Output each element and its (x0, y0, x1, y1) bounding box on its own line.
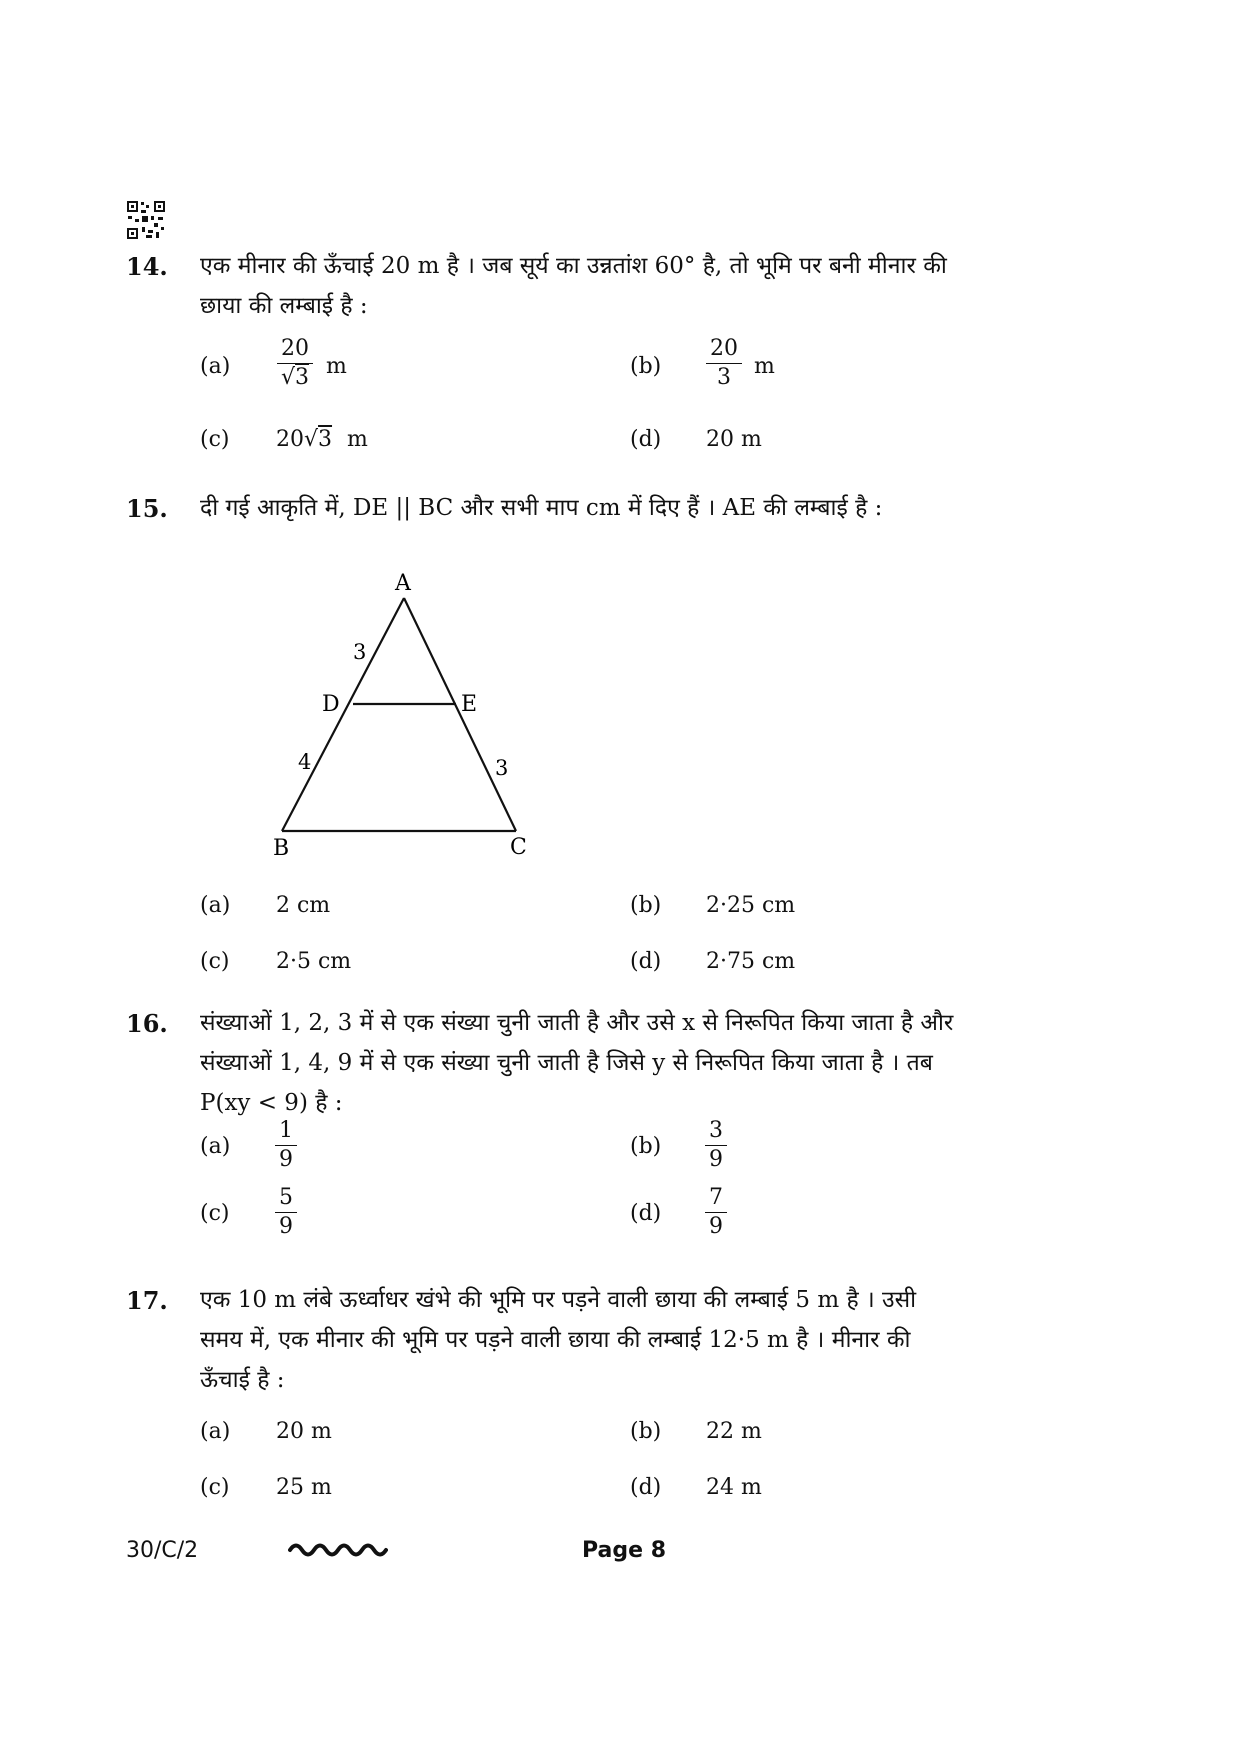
fraction-denominator: √3 (281, 365, 310, 390)
edge-label-ad: 3 (353, 640, 367, 664)
option-label: (d) (630, 1475, 662, 1500)
question-number: 17. (126, 1286, 168, 1315)
option-label: (a) (200, 1419, 231, 1444)
edge-label-ec: 3 (495, 756, 509, 780)
option-fraction (705, 1184, 727, 1241)
wave-ornament-icon (288, 1534, 388, 1564)
edge-label-db: 4 (298, 750, 312, 774)
fraction-denominator: 9 (709, 1214, 723, 1239)
option-fraction (705, 1117, 727, 1174)
page-number: Page 8 (582, 1538, 667, 1563)
option-value: 22 m (706, 1419, 762, 1444)
option-label: (d) (630, 1201, 662, 1226)
question-line: ऊँचाई है : (200, 1367, 285, 1393)
question-line: एक मीनार की ऊँचाई 20 m है । जब सूर्य का उन्नतांश 60° है, तो भूमि पर बनी मीनार की (200, 253, 947, 279)
sqrt-radicand: 3 (295, 365, 310, 390)
fraction-numerator: 3 (705, 1117, 727, 1146)
option-label: (c) (200, 949, 230, 974)
vertex-label-a: A (395, 571, 411, 596)
option-unit: m (326, 354, 347, 379)
option-label: (b) (630, 1134, 662, 1159)
option-label: (b) (630, 354, 662, 379)
option-label: (a) (200, 893, 231, 918)
question-text (200, 1280, 1060, 1400)
option-label: (b) (630, 1419, 662, 1444)
option-fraction (277, 335, 313, 392)
option-fraction (275, 1117, 297, 1174)
fraction-numerator: 5 (275, 1184, 297, 1213)
option-fraction (275, 1184, 297, 1241)
vertex-label-e: E (461, 692, 478, 717)
fraction-denominator: 9 (279, 1147, 293, 1172)
vertex-label-b: B (273, 836, 290, 861)
option-label: (c) (200, 1201, 230, 1226)
option-value: 2·75 cm (706, 949, 796, 974)
sqrt-coefficient: 20 (276, 427, 304, 452)
question-line: दी गई आकृति में, DE || BC और सभी माप cm में दिए हैं । AE की लम्बाई है : (200, 495, 883, 521)
option-unit: m (347, 427, 368, 452)
question-number: 16. (126, 1009, 168, 1038)
question-text (200, 1003, 1060, 1123)
fraction-numerator: 20 (706, 335, 742, 364)
fraction-denominator: 9 (279, 1214, 293, 1239)
question-line: संख्याओं 1, 2, 3 में से एक संख्या चुनी जाती है और उसे x से निरूपित किया जाता है और (200, 1010, 954, 1036)
option-label: (d) (630, 427, 662, 452)
option-value: 2·25 cm (706, 893, 796, 918)
option-value: 24 m (706, 1475, 762, 1500)
sqrt-radicand: 3 (318, 427, 333, 452)
option-label: (c) (200, 427, 230, 452)
option-label: (a) (200, 354, 231, 379)
option-label: (d) (630, 949, 662, 974)
vertex-label-d: D (322, 692, 340, 717)
question-line: एक 10 m लंबे ऊर्ध्वाधर खंभे की भूमि पर पड़ने वाली छाया की लम्बाई 5 m है । उसी (200, 1287, 917, 1313)
question-number: 15. (126, 494, 168, 523)
side-ab (282, 598, 404, 831)
fraction-numerator: 20 (277, 335, 313, 364)
side-ac (404, 598, 516, 831)
option-unit: m (754, 354, 775, 379)
qr-code-icon (126, 200, 166, 240)
question-line: छाया की लम्बाई है : (200, 293, 368, 319)
fraction-denominator: 9 (709, 1147, 723, 1172)
option-value: 20 m (276, 1419, 332, 1444)
question-line: P(xy < 9) है : (200, 1090, 343, 1116)
question-text (200, 246, 1060, 326)
option-value: 20 m (706, 427, 762, 452)
fraction-numerator: 1 (275, 1117, 297, 1146)
question-line: समय में, एक मीनार की भूमि पर पड़ने वाली छाया की लम्बाई 12·5 m है । मीनार की (200, 1327, 911, 1353)
fraction-denominator: 3 (717, 365, 731, 390)
option-value: 2·5 cm (276, 949, 352, 974)
option-fraction (706, 335, 742, 392)
option-label: (a) (200, 1134, 231, 1159)
triangle-diagram (255, 565, 555, 875)
option-value: 20√3 m (276, 427, 368, 452)
option-value: 25 m (276, 1475, 332, 1500)
option-value: 2 cm (276, 893, 331, 918)
question-number: 14. (126, 252, 168, 281)
option-label: (c) (200, 1475, 230, 1500)
paper-code: 30/C/2 (126, 1538, 199, 1563)
fraction-numerator: 7 (705, 1184, 727, 1213)
vertex-label-c: C (510, 835, 527, 860)
option-label: (b) (630, 893, 662, 918)
question-text (200, 488, 1060, 528)
question-line: संख्याओं 1, 4, 9 में से एक संख्या चुनी जाती है जिसे y से निरूपित किया जाता है । तब (200, 1050, 933, 1076)
